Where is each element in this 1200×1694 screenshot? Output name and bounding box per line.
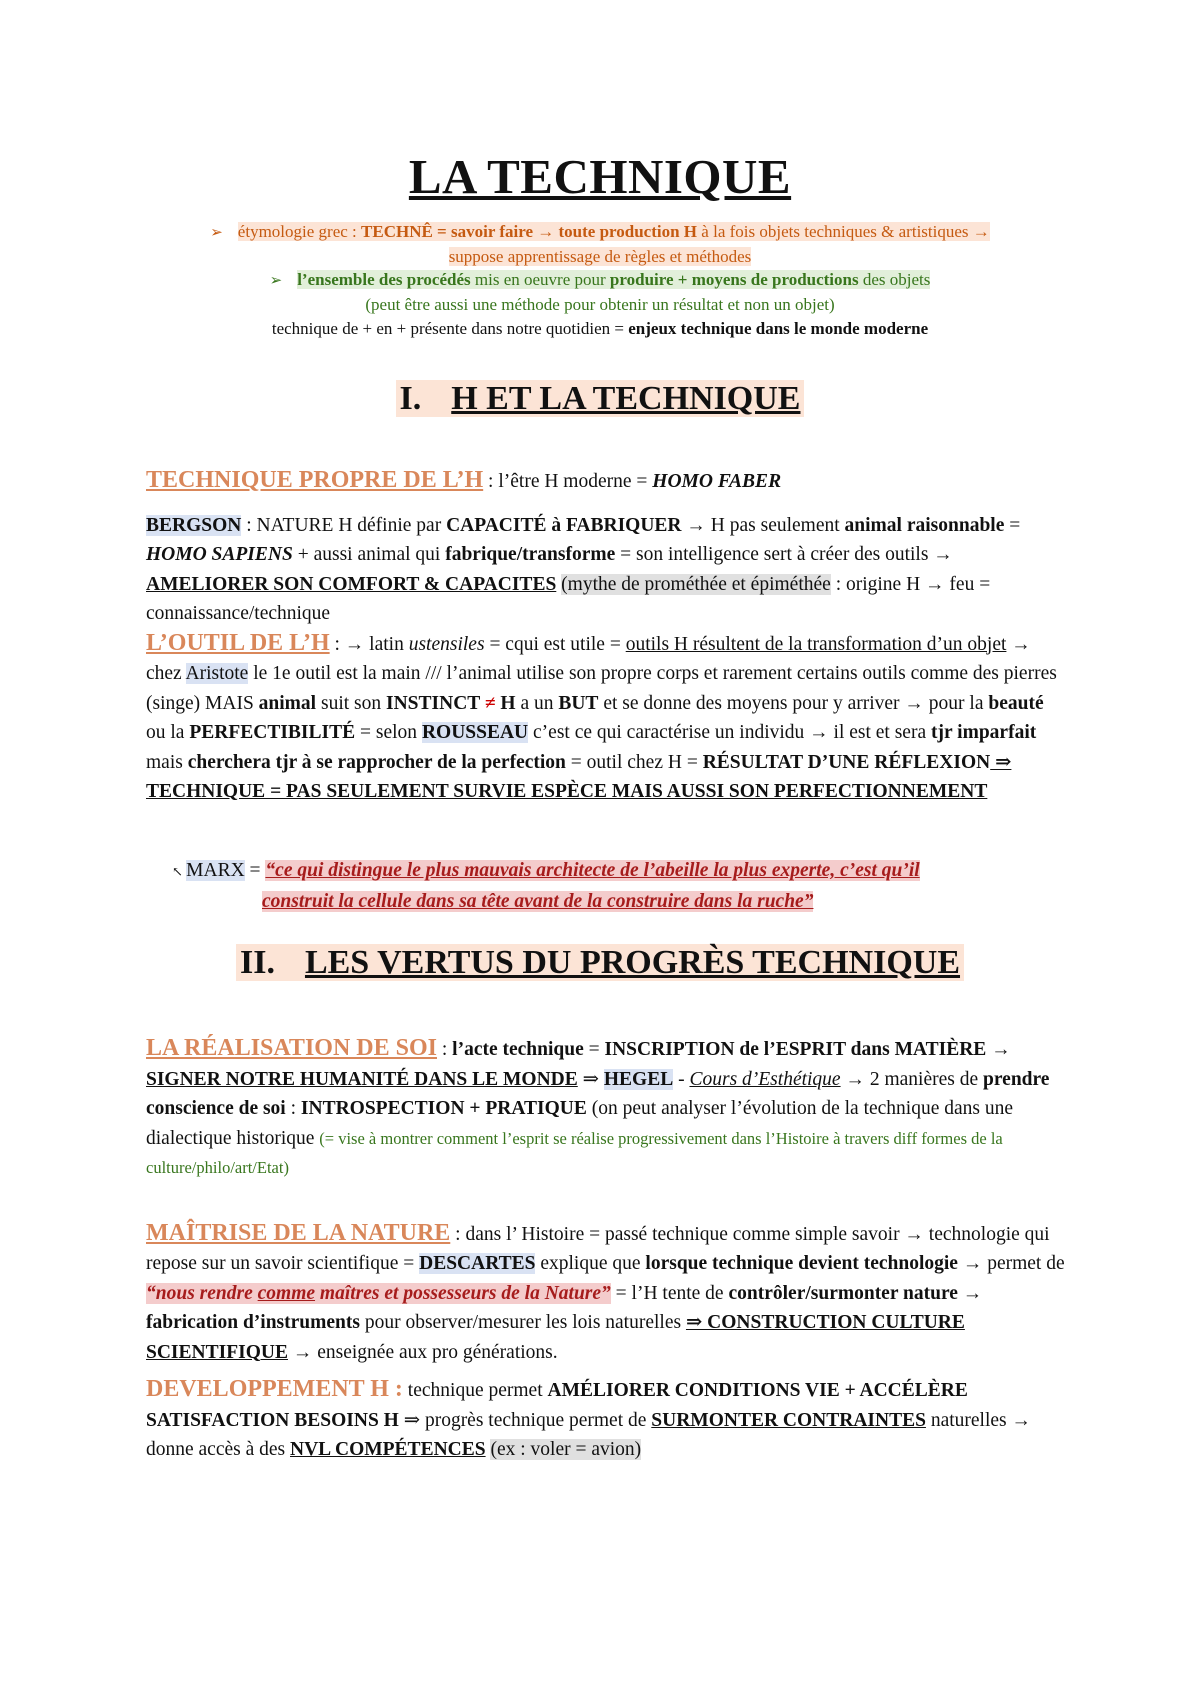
marx-quote-line-1: “ce qui distingue le plus mauvais architecte de l’abeille la plus experte, c’est qu’il xyxy=(265,860,920,881)
procedures-note: (peut être aussi une méthode pour obtenir un résultat et non un objet) xyxy=(365,295,835,314)
author-descartes: DESCARTES xyxy=(419,1253,536,1274)
arrow-bullet-icon: ➢ xyxy=(269,273,298,289)
intro-bullet-etymology xyxy=(150,220,1050,269)
section-1-body xyxy=(146,466,1066,807)
paragraph-maitrise: MAÎTRISE DE LA NATURE : dans l’ Histoire = passé technique comme simple savoir → technologie qui repose sur un savoir scientifique = DESCARTES explique que lorsque technique devient technologie → permet de “nous rendre comme maîtres et possesseurs de la Nature” = l’H tente de contrôler/surmonter nature → fabrication d’instruments pour observer/mesurer les lois naturelles ⇒ CONSTRUCTION CULTURE SCIENTIFIQUE → enseignée aux pro générations. xyxy=(146,1219,1065,1363)
marx-quote-line-2: construit la cellule dans sa tête avant de la construire dans la ruche” xyxy=(262,890,814,912)
section-heading-2: II. LES VERTUS DU PROGRÈS TECHNIQUE xyxy=(0,944,1200,982)
paragraph-developpement: DEVELOPPEMENT H : technique permet AMÉLIORER CONDITIONS VIE + ACCÉLÈRE SATISFACTION BESOINS H ⇒ progrès technique permet de SURMONTER CONTRAINTES naturelles → donne accès à des NVL COMPÉTENCES (ex : voler = avion) xyxy=(146,1376,1032,1460)
etymology-text-cont: suppose apprentissage de règles et méthodes xyxy=(448,247,752,266)
pointer-bullet-icon: ↖ xyxy=(172,864,187,879)
intro-bullet-procedures xyxy=(150,268,1050,341)
subheading-maitrise: MAÎTRISE DE LA NATURE xyxy=(146,1219,451,1246)
author-rousseau: ROUSSEAU xyxy=(421,722,529,743)
paragraph-technique-propre: TECHNIQUE PROPRE DE L’H : l’être H moderne = HOMO FABER xyxy=(146,467,782,493)
paragraph-realisation: LA RÉALISATION DE SOI : l’acte technique = INSCRIPTION de l’ESPRIT dans MATIÈRE → SIGNER NOTRE HUMANITÉ DANS LE MONDE ⇒ HEGEL - Cours d’Esthétique → 2 manières de prendre conscience de soi : INTROSPECTION + PRATIQUE (on peut analyser l’évolution de la technique dans une dialectique historique (= vise à montrer comment l’esprit se réalise progressivement dans l’Histoire à travers diff formes de la culture/philo/art/Etat) xyxy=(146,1035,1050,1177)
modern-stakes-text: technique de + en + présente dans notre quotidien = enjeux technique dans le monde moderne xyxy=(271,319,929,338)
page-title: LA TECHNIQUE xyxy=(408,149,792,204)
paragraph-bergson: BERGSON : NATURE H définie par CAPACITÉ à FABRIQUER → H pas seulement animal raisonnable = HOMO SAPIENS + aussi animal qui fabrique/transforme = son intelligence sert à créer des outils → AMELIORER SON COMFORT & CAPACITES (mythe de prométhée et épiméthée : origine H → feu = connaissance/technique xyxy=(146,514,1021,624)
arrow-bullet-icon: ➢ xyxy=(210,225,238,241)
author-hegel: HEGEL xyxy=(603,1068,674,1090)
author-bergson: BERGSON xyxy=(146,514,242,536)
subheading-outil: L’OUTIL DE L’H xyxy=(146,629,330,656)
section-2-body xyxy=(146,1034,1066,1465)
section-heading-1: I. H ET LA TECHNIQUE xyxy=(0,380,1200,418)
etymology-text: étymologie grec : TECHNÊ = savoir faire → toute production H à la fois objets techniques & artistiques → xyxy=(237,222,990,241)
subheading-developpement: DEVELOPPEMENT H : xyxy=(146,1376,403,1402)
author-marx: MARX xyxy=(186,860,245,881)
subheading-realisation: LA RÉALISATION DE SOI xyxy=(146,1035,437,1061)
procedures-text: l’ensemble des procédés mis en oeuvre pour produire + moyens de productions des objets xyxy=(297,270,931,289)
subheading-technique-propre: TECHNIQUE PROPRE DE L’H xyxy=(146,467,484,493)
marx-quote-block: ↖ MARX = “ce qui distingue le plus mauvais architecte de l’abeille la plus experte, c’est qu’il construit la cellule dans sa tête avant de la construire dans la ruche” xyxy=(172,860,920,912)
author-aristote: Aristote xyxy=(185,663,249,684)
paragraph-outil: L’OUTIL DE L’H : → latin ustensiles = cqui est utile = outils H résultent de la transformation d’un objet → chez Aristote le 1e outil est la main /// l’animal utilise son propre corps et rarement certains outils comme des pierres (singe) MAIS animal suit son INSTINCT ≠ H a un BUT et se donne des moyens pour y arriver → pour la beauté ou la PERFECTIBILITÉ = selon ROUSSEAU c’est ce qui caractérise un individu → il est et sera tjr imparfait mais cherchera tjr à se rapprocher de la perfection = outil chez H = RÉSULTAT D’UNE RÉFLEXION ⇒ TECHNIQUE = PAS SEULEMENT SURVIE ESPÈCE MAIS AUSSI SON PERFECTIONNEMENT xyxy=(146,629,1057,802)
